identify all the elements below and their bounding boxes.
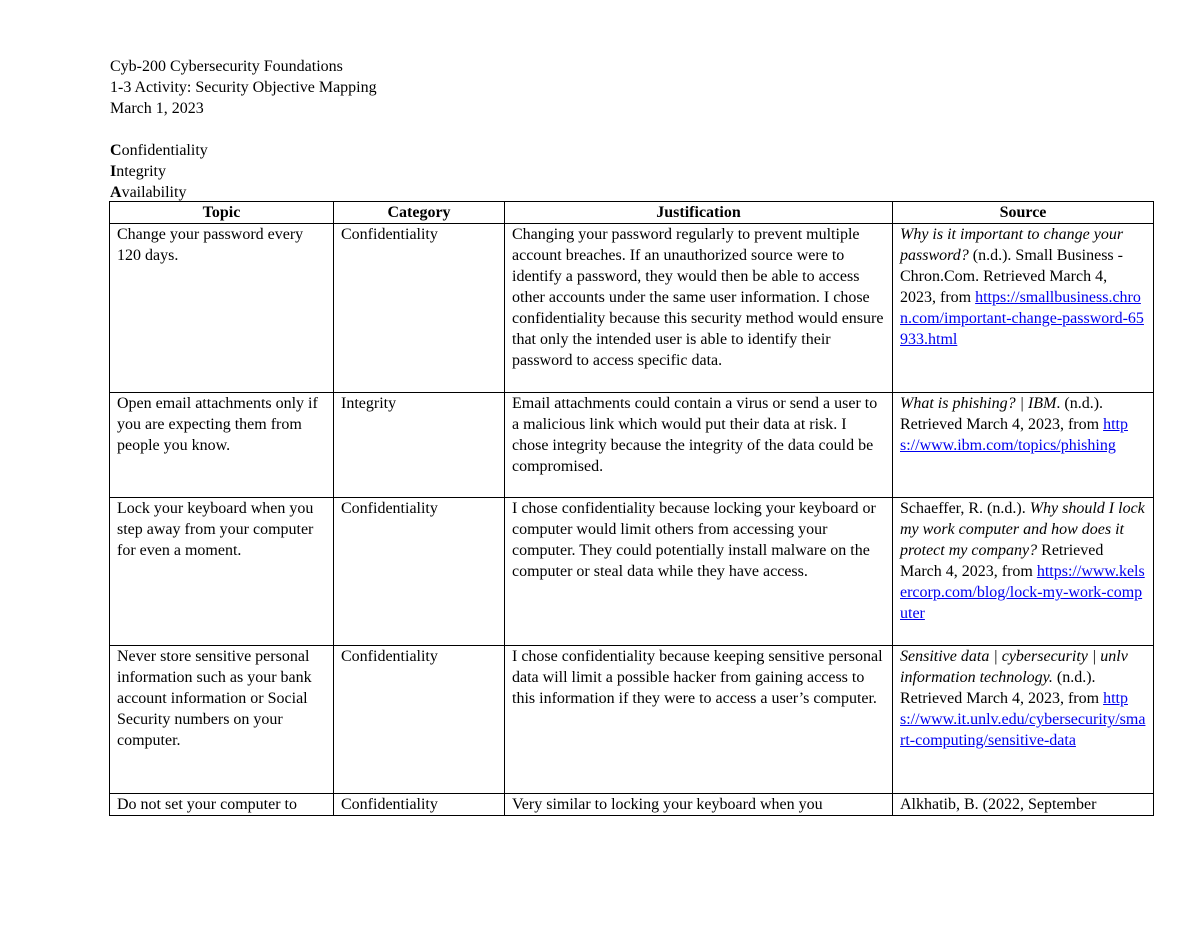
table-row xyxy=(110,224,1154,393)
source-link[interactable]: https://www.kelsercorp.com/blog/lock-my-work-computer xyxy=(900,563,1145,622)
cell-category: Integrity xyxy=(334,393,505,498)
table-header-row xyxy=(110,202,1154,224)
cell-justification: Changing your password regularly to prevent multiple account breaches. If an unauthorized source were to identify a password, they would then be able to access other accounts under the same user information. I chose confidentiality because this security method would ensure that only the intended user is able to identify their password to access specific data. xyxy=(505,224,893,393)
source-title: What is phishing? | IBM xyxy=(900,395,1057,412)
cell-source: What is phishing? | IBM. (n.d.). Retrieved March 4, 2023, from https://www.ibm.com/topics/phishing xyxy=(893,393,1154,498)
cell-justification: Very similar to locking your keyboard when you xyxy=(505,794,893,816)
cell-category: Confidentiality xyxy=(334,498,505,646)
source-title: Why should I lock my work computer and how does it protect my company? xyxy=(900,500,1145,559)
cell-topic: Do not set your computer to xyxy=(110,794,334,816)
source-link[interactable]: https://www.it.unlv.edu/cybersecurity/smart-computing/sensitive-data xyxy=(900,690,1146,749)
cia-confidentiality: Confidentiality xyxy=(110,142,208,159)
table-row xyxy=(110,794,1154,816)
document-header xyxy=(110,56,377,203)
cell-topic: Never store sensitive personal information such as your bank account information or Social Security numbers on your computer. xyxy=(110,646,334,794)
cell-category: Confidentiality xyxy=(334,646,505,794)
cell-topic: Lock your keyboard when you step away from your computer for even a moment. xyxy=(110,498,334,646)
course-title: Cyb-200 Cybersecurity Foundations xyxy=(110,58,343,75)
cell-source: Schaeffer, R. (n.d.). Why should I lock my work computer and how does it protect my company? Retrieved March 4, 2023, from https://www.kelsercorp.com/blog/lock-my-work-computer xyxy=(893,498,1154,646)
source-link[interactable]: https://smallbusiness.chron.com/important-change-password-65933.html xyxy=(900,289,1144,348)
cell-topic: Open email attachments only if you are expecting them from people you know. xyxy=(110,393,334,498)
header-source: Source xyxy=(893,202,1154,224)
cell-topic: Change your password every 120 days. xyxy=(110,224,334,393)
cell-justification: Email attachments could contain a virus or send a user to a malicious link which would put their data at risk. I chose integrity because the integrity of the data could be compromised. xyxy=(505,393,893,498)
cell-category: Confidentiality xyxy=(334,224,505,393)
cell-category: Confidentiality xyxy=(334,794,505,816)
table-row xyxy=(110,393,1154,498)
table-row xyxy=(110,646,1154,794)
cell-source: Sensitive data | cybersecurity | unlv information technology. (n.d.). Retrieved March 4, 2023, from https://www.it.unlv.edu/cybersecurity/smart-computing/sensitive-data xyxy=(893,646,1154,794)
cia-integrity: Integrity xyxy=(110,163,166,180)
header-justification: Justification xyxy=(505,202,893,224)
cell-source: Why is it important to change your password? (n.d.). Small Business - Chron.Com. Retrieved March 4, 2023, from https://smallbusiness.chron.com/important-change-password-65933.html xyxy=(893,224,1154,393)
header-category: Category xyxy=(334,202,505,224)
cia-availability: Availability xyxy=(110,184,187,201)
cell-justification: I chose confidentiality because locking your keyboard or computer would limit others from accessing your computer. They could potentially install malware on the computer or steal data while they have access. xyxy=(505,498,893,646)
cell-justification: I chose confidentiality because keeping sensitive personal data will limit a possible hacker from gaining access to this information if they were to access a user’s computer. xyxy=(505,646,893,794)
activity-title: 1-3 Activity: Security Objective Mapping xyxy=(110,79,377,96)
document-date: March 1, 2023 xyxy=(110,100,204,117)
table-row xyxy=(110,498,1154,646)
source-title: Why is it important to change your password? xyxy=(900,226,1124,264)
header-topic: Topic xyxy=(110,202,334,224)
security-objective-table xyxy=(109,201,1154,816)
source-link[interactable]: https://www.ibm.com/topics/phishing xyxy=(900,416,1128,454)
spacer xyxy=(110,119,377,140)
cell-source: Alkhatib, B. (2022, September xyxy=(893,794,1154,816)
source-title: Sensitive data | cybersecurity | unlv information technology. xyxy=(900,648,1128,686)
